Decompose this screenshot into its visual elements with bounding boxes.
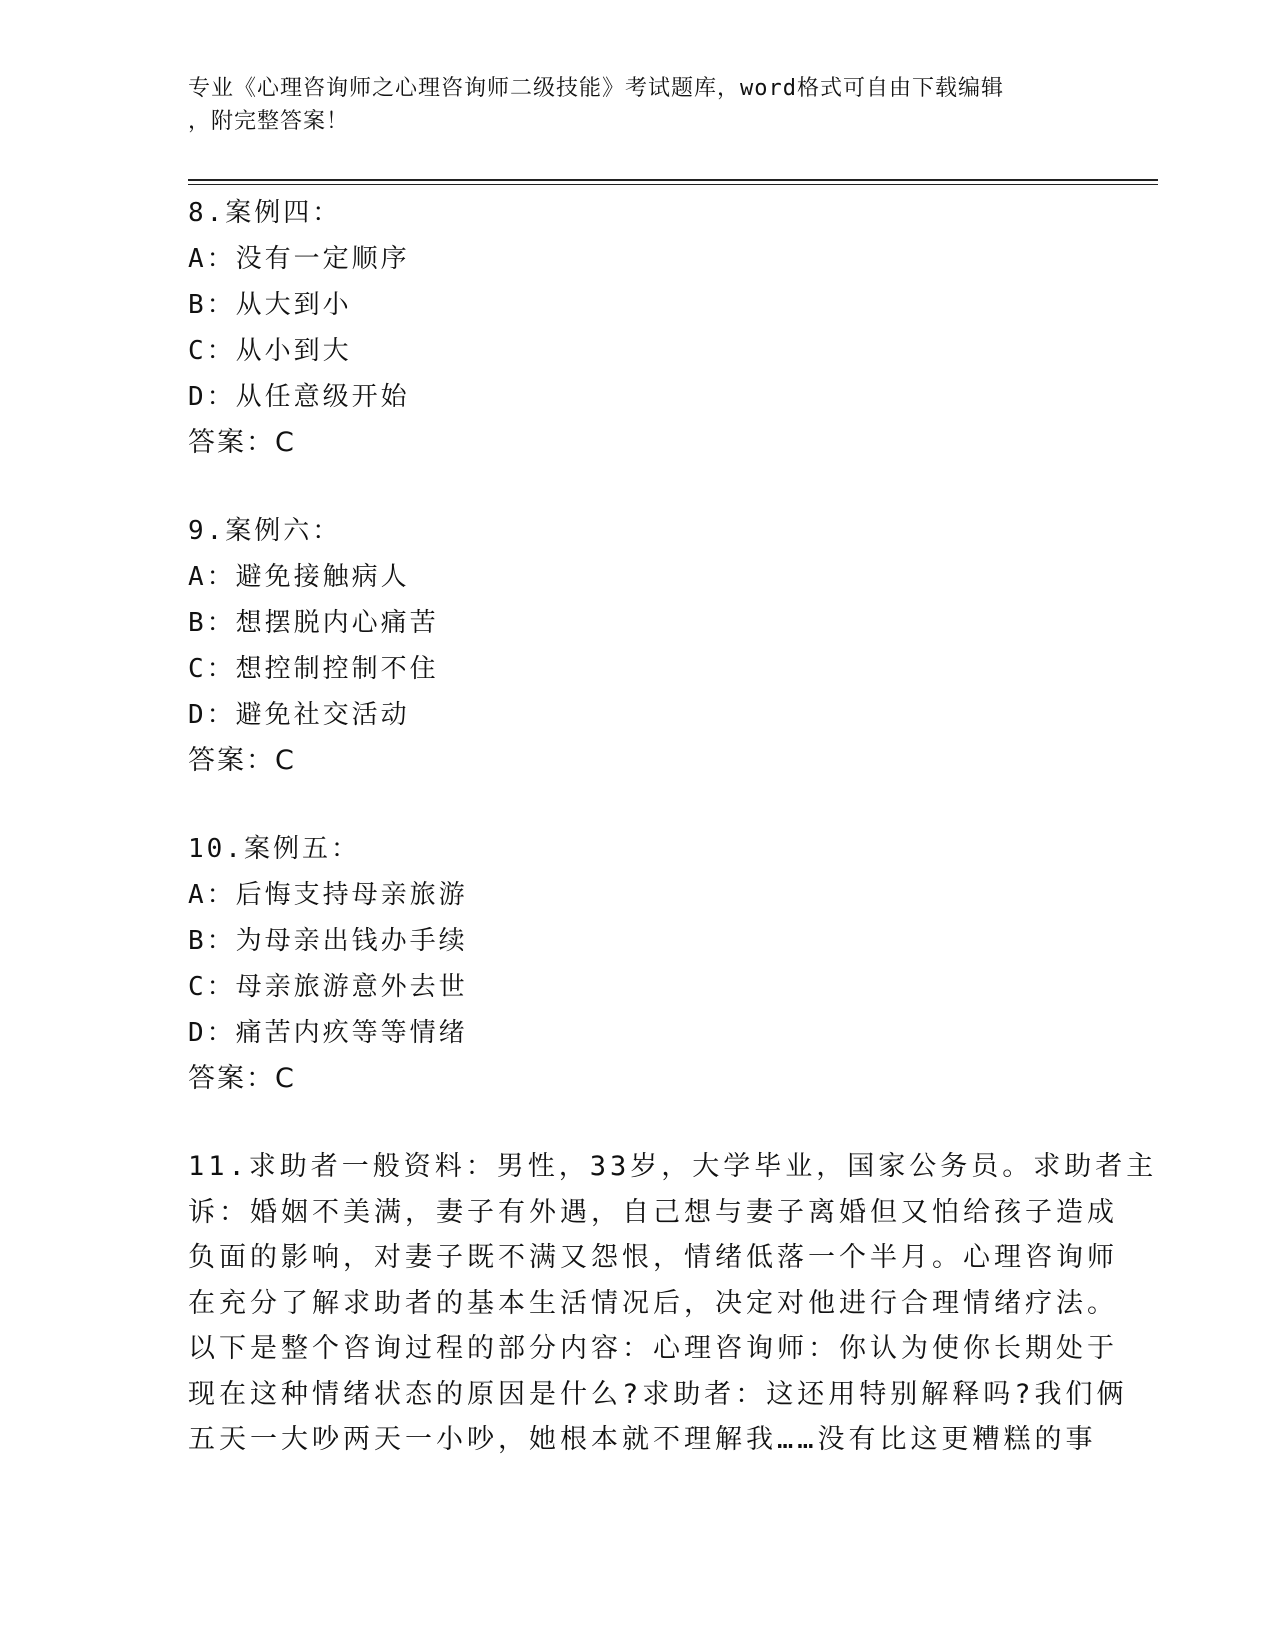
- header-line-2: ，附完整答案！: [188, 109, 350, 134]
- option-c: C：母亲旅游意外去世: [188, 972, 468, 1002]
- option-d: D：避免社交活动: [188, 700, 410, 730]
- option-b: B：想摆脱内心痛苦: [188, 608, 439, 638]
- question-8: [188, 190, 1088, 466]
- option-c: C：从小到大: [188, 336, 352, 366]
- option-b: B：从大到小: [188, 290, 352, 320]
- question-list: [188, 190, 1158, 1505]
- option-d: D：痛苦内疚等等情绪: [188, 1018, 468, 1048]
- question-9: [188, 508, 1088, 784]
- question-11: [188, 1144, 1158, 1463]
- option-a: A：避免接触病人: [188, 562, 410, 592]
- q11-line-5: 以下是整个咨询过程的部分内容：心理咨询师：你认为使你长期处于: [188, 1333, 1118, 1364]
- option-a: A：后悔支持母亲旅游: [188, 880, 468, 910]
- q11-line-1: 11.求助者一般资料：男性，33岁，大学毕业，国家公务员。求助者主: [188, 1151, 1158, 1182]
- answer-label: 答案：C: [188, 1063, 296, 1094]
- question-title: 10.案例五：: [188, 834, 360, 864]
- question-title: 9.案例六：: [188, 516, 342, 546]
- option-b: B：为母亲出钱办手续: [188, 926, 468, 956]
- option-d: D：从任意级开始: [188, 382, 410, 412]
- header-divider: [188, 179, 1158, 185]
- document-header: [188, 72, 1088, 138]
- question-title: 8.案例四：: [188, 198, 342, 228]
- option-c: C：想控制控制不住: [188, 654, 439, 684]
- header-line-1: 专业《心理咨询师之心理咨询师二级技能》考试题库，word格式可自由下载编辑: [188, 76, 1004, 101]
- answer-label: 答案：C: [188, 427, 296, 458]
- q11-line-6: 现在这种情绪状态的原因是什么?求助者：这还用特别解释吗?我们俩: [188, 1378, 1128, 1410]
- q11-line-3: 负面的影响，对妻子既不满又怨恨，情绪低落一个半月。心理咨询师: [188, 1242, 1118, 1273]
- q11-line-2: 诉：婚姻不美满，妻子有外遇，自己想与妻子离婚但又怕给孩子造成: [188, 1196, 1118, 1228]
- answer-label: 答案：C: [188, 745, 296, 776]
- q11-line-4: 在充分了解求助者的基本生活情况后，决定对他进行合理情绪疗法。: [188, 1287, 1118, 1319]
- option-a: A：没有一定顺序: [188, 244, 410, 274]
- question-10: [188, 826, 1088, 1102]
- q11-line-7: 五天一大吵两天一小吵，她根本就不理解我……没有比这更糟糕的事: [188, 1424, 1097, 1455]
